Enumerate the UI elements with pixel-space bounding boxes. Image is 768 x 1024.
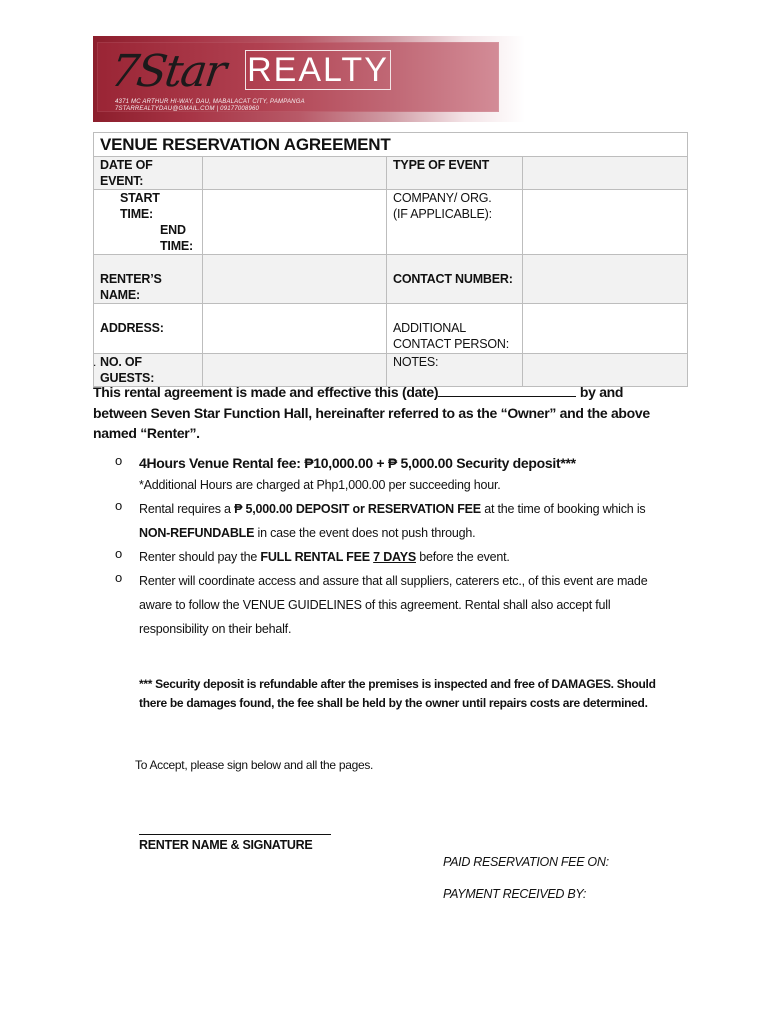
deposit-text-c: at the time of booking which is: [480, 502, 646, 516]
guests-label: NO. OF GUESTS:: [94, 354, 203, 387]
reservation-form-table: [93, 132, 688, 387]
logo-address: [115, 99, 495, 113]
company-label: [387, 190, 523, 255]
company-label-sub: (IF APPLICABLE):: [393, 207, 492, 221]
deposit-text-e: in case the event does not push through.: [254, 526, 476, 540]
rental-fee-line: 4Hours Venue Rental fee: ₱10,000.00 + ₱ 5,000.00 Security deposit***: [139, 455, 576, 471]
renter-name-field[interactable]: [203, 255, 387, 304]
contact-number-field[interactable]: [523, 255, 688, 304]
bullet-circle-icon: o: [115, 546, 123, 561]
end-time-label: END TIME:: [160, 223, 194, 253]
renter-name-label: RENTER’S NAME:: [94, 255, 203, 304]
form-title: VENUE RESERVATION AGREEMENT: [94, 133, 688, 157]
time-labels: [94, 190, 203, 255]
coordinate-term: Renter will coordinate access and assure that all suppliers, caterers etc., of this event are made aware to follow the VENUE GUIDELINES of this agreement. Rental shall also accept full responsibility on their behalf.: [139, 574, 648, 636]
date-field[interactable]: [203, 157, 387, 190]
bullet-circle-icon: o: [115, 498, 123, 513]
list-item: [115, 497, 675, 545]
full-rental-fee-text: FULL RENTAL FEE: [260, 550, 374, 564]
terms-list: [115, 453, 675, 641]
type-field[interactable]: [523, 157, 688, 190]
intro-text-a: This rental agreement is made and effective this (date): [93, 384, 439, 400]
logo-realty-box: REALTY: [245, 50, 391, 90]
security-deposit-note: *** Security deposit is refundable after the premises is inspected and free of DAMAGES. Should there be damages found, the fee shall be held by the owner until repairs costs are determined.: [139, 677, 656, 710]
deposit-term: [139, 497, 675, 545]
list-item: [115, 545, 675, 569]
non-refundable-text: NON-REFUNDABLE: [139, 526, 255, 540]
signature-line[interactable]: [139, 834, 331, 835]
additional-hours-note: *Additional Hours are charged at Php1,000.00 per succeeding hour.: [139, 478, 501, 492]
bullet-circle-icon: o: [115, 570, 123, 585]
stray-dot: .: [93, 355, 97, 369]
full-fee-term: [139, 545, 675, 569]
start-time-label: START TIME:: [120, 191, 160, 221]
contact-number-label: CONTACT NUMBER:: [387, 255, 523, 304]
address-line-1: 4371 MC ARTHUR HI-WAY, DAU, MABALACAT CITY, PAMPANGA: [115, 99, 305, 105]
deposit-amount: ₱ 5,000.00 DEPOSIT or RESERVATION FEE: [234, 502, 481, 516]
seven-days-text: 7 DAYS: [373, 550, 416, 564]
payment-received-label: PAYMENT RECEIVED BY:: [443, 887, 587, 901]
additional-contact-field[interactable]: [523, 304, 688, 354]
full-text-d: before the event.: [415, 550, 510, 564]
notes-label: NOTES:: [387, 354, 523, 387]
banner-panel: [97, 42, 499, 112]
list-item: [115, 569, 675, 641]
address-label: ADDRESS:: [94, 304, 203, 354]
address-line-2: 7STARREALTYDAU@GMAIL.COM | 09177008960: [115, 106, 260, 112]
address-field[interactable]: [203, 304, 387, 354]
additional-contact-label: ADDITIONAL CONTACT PERSON:: [387, 304, 523, 354]
company-banner: [93, 36, 525, 122]
logo-script-text: 7Star: [107, 46, 228, 97]
full-text-a: Renter should pay the: [139, 550, 261, 564]
company-label-main: COMPANY/ ORG.: [393, 191, 492, 205]
signature-label: RENTER NAME & SIGNATURE: [139, 838, 313, 852]
deposit-text-a: Rental requires a: [139, 502, 235, 516]
type-label: TYPE OF EVENT: [387, 157, 523, 190]
date-label: DATE OF EVENT:: [94, 157, 203, 190]
accept-instruction: To Accept, please sign below and all the pages.: [135, 758, 374, 772]
date-blank-line[interactable]: [438, 384, 576, 397]
agreement-intro: [93, 382, 668, 444]
time-field[interactable]: [203, 190, 387, 255]
bullet-circle-icon: o: [115, 453, 123, 468]
intro-text-b: by and between Seven Star Function Hall, hereinafter referred to as the “Owner” and the above named “Renter”.: [93, 384, 650, 441]
list-item: [115, 453, 675, 473]
paid-reservation-fee-label: PAID RESERVATION FEE ON:: [443, 855, 609, 869]
company-field[interactable]: [523, 190, 688, 255]
